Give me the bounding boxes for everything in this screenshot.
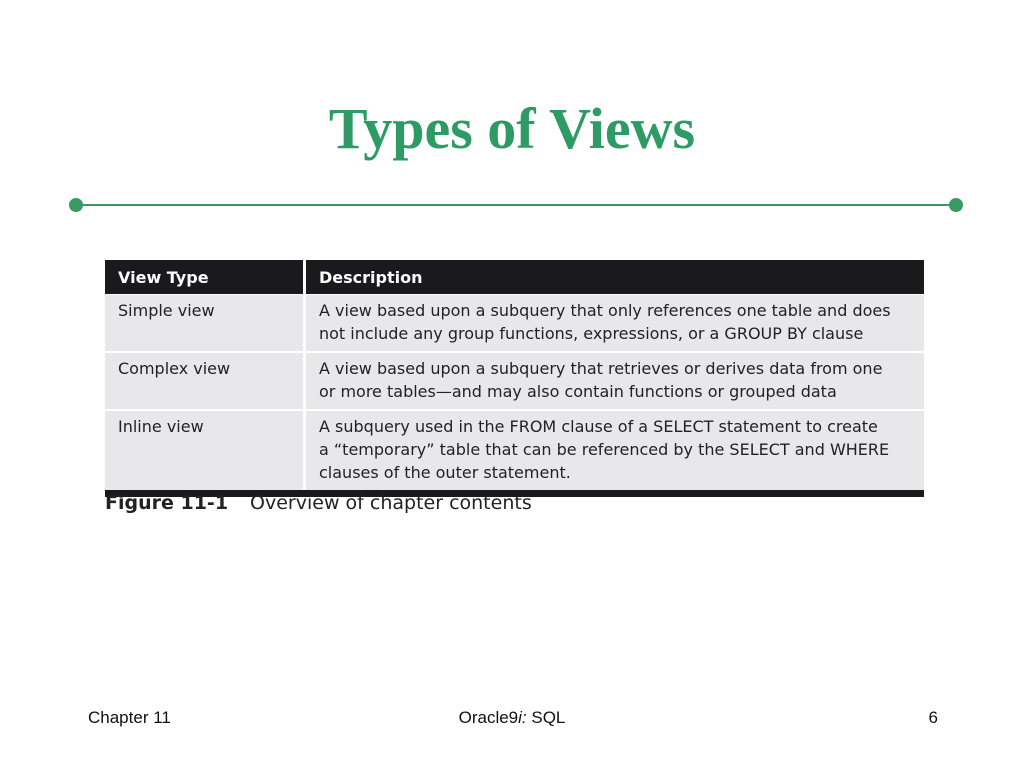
header-description: Description xyxy=(305,260,925,295)
footer-course-prefix: Oracle9 xyxy=(458,708,519,727)
figure-caption xyxy=(105,492,532,514)
description-line: a “temporary” table that can be referenced by the SELECT and WHERE xyxy=(319,440,890,459)
footer-course-suffix: SQL xyxy=(526,708,566,727)
title-rule xyxy=(77,204,956,206)
description-line: A view based upon a subquery that only references one table and does xyxy=(319,301,891,320)
row-description xyxy=(305,410,925,494)
slide-title: Types of Views xyxy=(328,96,696,161)
table-row xyxy=(105,352,924,410)
footer-chapter: Chapter 11 xyxy=(88,708,171,727)
row-description xyxy=(305,295,925,353)
table-row xyxy=(105,410,924,494)
description-line: A subquery used in the FROM clause of a SELECT statement to create xyxy=(319,417,878,436)
rule-right-dot xyxy=(949,198,963,212)
table-row xyxy=(105,295,924,353)
figure-label: Figure 11-1 xyxy=(105,492,229,514)
description-line: not include any group functions, expressions, or a GROUP BY clause xyxy=(319,324,864,343)
table-header-row xyxy=(105,260,924,295)
figure-caption-text: Overview of chapter contents xyxy=(250,492,532,514)
description-line: or more tables—and may also contain functions or grouped data xyxy=(319,382,837,401)
row-view-type: Complex view xyxy=(105,352,305,410)
row-view-type: Inline view xyxy=(105,410,305,494)
description-line: A view based upon a subquery that retrieves or derives data from one xyxy=(319,359,883,378)
row-description xyxy=(305,352,925,410)
header-view-type: View Type xyxy=(105,260,305,295)
description-line: clauses of the outer statement. xyxy=(319,463,571,482)
footer-page-number: 6 xyxy=(928,708,938,727)
row-view-type: Simple view xyxy=(105,295,305,353)
view-types-table xyxy=(105,260,924,497)
footer-course-italic: i: xyxy=(518,708,527,727)
footer-course-title xyxy=(0,708,1024,728)
